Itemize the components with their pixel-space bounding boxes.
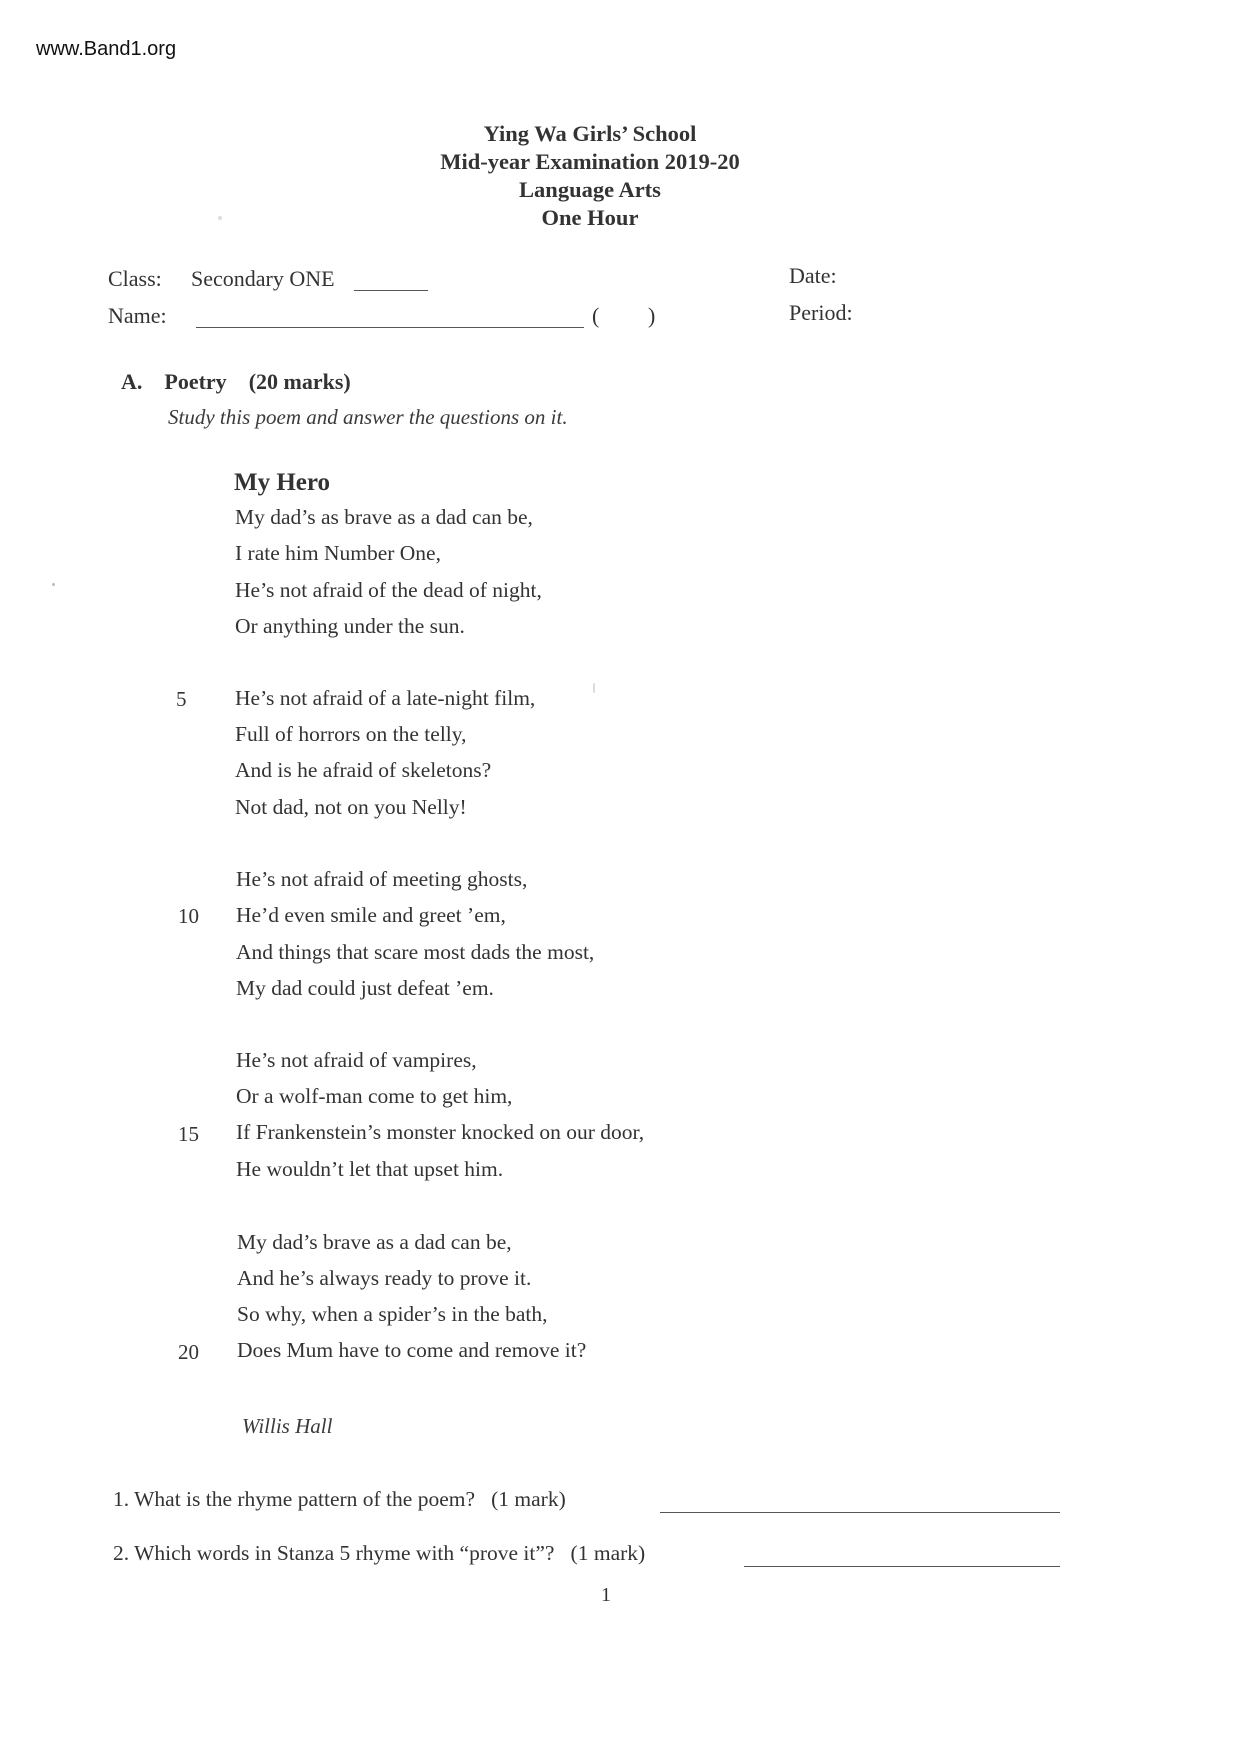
poem-line: And he’s always ready to prove it. xyxy=(237,1266,532,1290)
exam-header xyxy=(0,120,1180,232)
poem-line: He’d even smile and greet ’em, xyxy=(236,903,506,927)
poem-line: And is he afraid of skeletons? xyxy=(235,758,492,782)
poem-line: He’s not afraid of vampires, xyxy=(236,1048,477,1072)
poem-line: And things that scare most dads the most, xyxy=(236,940,595,964)
exam-title: Mid-year Examination 2019-20 xyxy=(440,149,740,174)
name-blank[interactable] xyxy=(196,327,584,328)
section-heading xyxy=(121,369,351,395)
scan-speck xyxy=(52,583,55,586)
poem-line: My dad’s brave as a dad can be, xyxy=(237,1230,512,1254)
poem-line: He’s not afraid of a late-night film, xyxy=(235,686,536,710)
question-2: 2. Which words in Stanza 5 rhyme with “prove it”? (1 mark) xyxy=(113,1541,646,1565)
poem-line: He’s not afraid of the dead of night, xyxy=(235,578,542,602)
line-number: 10 xyxy=(178,904,199,928)
section-letter: A. xyxy=(121,369,143,394)
section-instruction: Study this poem and answer the questions on it. xyxy=(168,405,568,429)
line-number: 20 xyxy=(178,1340,199,1364)
poem-line: Does Mum have to come and remove it? xyxy=(237,1338,587,1362)
poem-line: Or anything under the sun. xyxy=(235,614,465,638)
section-marks: (20 marks) xyxy=(248,369,351,394)
question-1-answer-blank[interactable] xyxy=(660,1512,1060,1513)
school-name: Ying Wa Girls’ School xyxy=(483,121,697,146)
page-number: 1 xyxy=(601,1584,611,1606)
site-url[interactable]: www.Band1.org xyxy=(36,38,177,60)
line-number: 5 xyxy=(176,687,187,711)
section-title: Poetry xyxy=(164,369,227,394)
date-label: Date: xyxy=(789,263,837,288)
class-value: Secondary ONE xyxy=(191,266,335,291)
poem-line: Full of horrors on the telly, xyxy=(235,722,467,746)
poem-title: My Hero xyxy=(234,469,331,496)
poem-line: My dad could just defeat ’em. xyxy=(236,976,494,1000)
class-number-close: ) xyxy=(648,303,656,328)
poem-line: He wouldn’t let that upset him. xyxy=(236,1157,504,1181)
subject-name: Language Arts xyxy=(519,177,661,202)
period-label: Period: xyxy=(789,300,853,325)
poem-line: Not dad, not on you Nelly! xyxy=(235,795,467,819)
class-number-open: ( xyxy=(592,303,600,328)
question-2-answer-blank[interactable] xyxy=(744,1566,1060,1567)
line-number: 15 xyxy=(178,1122,199,1146)
name-label: Name: xyxy=(108,303,167,328)
poem-line: He’s not afraid of meeting ghosts, xyxy=(236,867,528,891)
class-label: Class: xyxy=(108,266,162,291)
question-1: 1. What is the rhyme pattern of the poem? (1 mark) xyxy=(113,1487,566,1511)
poem-line: So why, when a spider’s in the bath, xyxy=(237,1302,548,1326)
exam-duration: One Hour xyxy=(541,205,639,230)
poem-line: I rate him Number One, xyxy=(235,541,441,565)
poem-author: Willis Hall xyxy=(242,1414,333,1438)
poem-line: If Frankenstein’s monster knocked on our door, xyxy=(236,1120,645,1144)
scan-speck xyxy=(218,216,222,220)
class-stream-blank[interactable] xyxy=(354,290,428,291)
poem-line: My dad’s as brave as a dad can be, xyxy=(235,505,533,529)
scan-speck xyxy=(593,683,595,693)
poem-line: Or a wolf-man come to get him, xyxy=(236,1084,513,1108)
